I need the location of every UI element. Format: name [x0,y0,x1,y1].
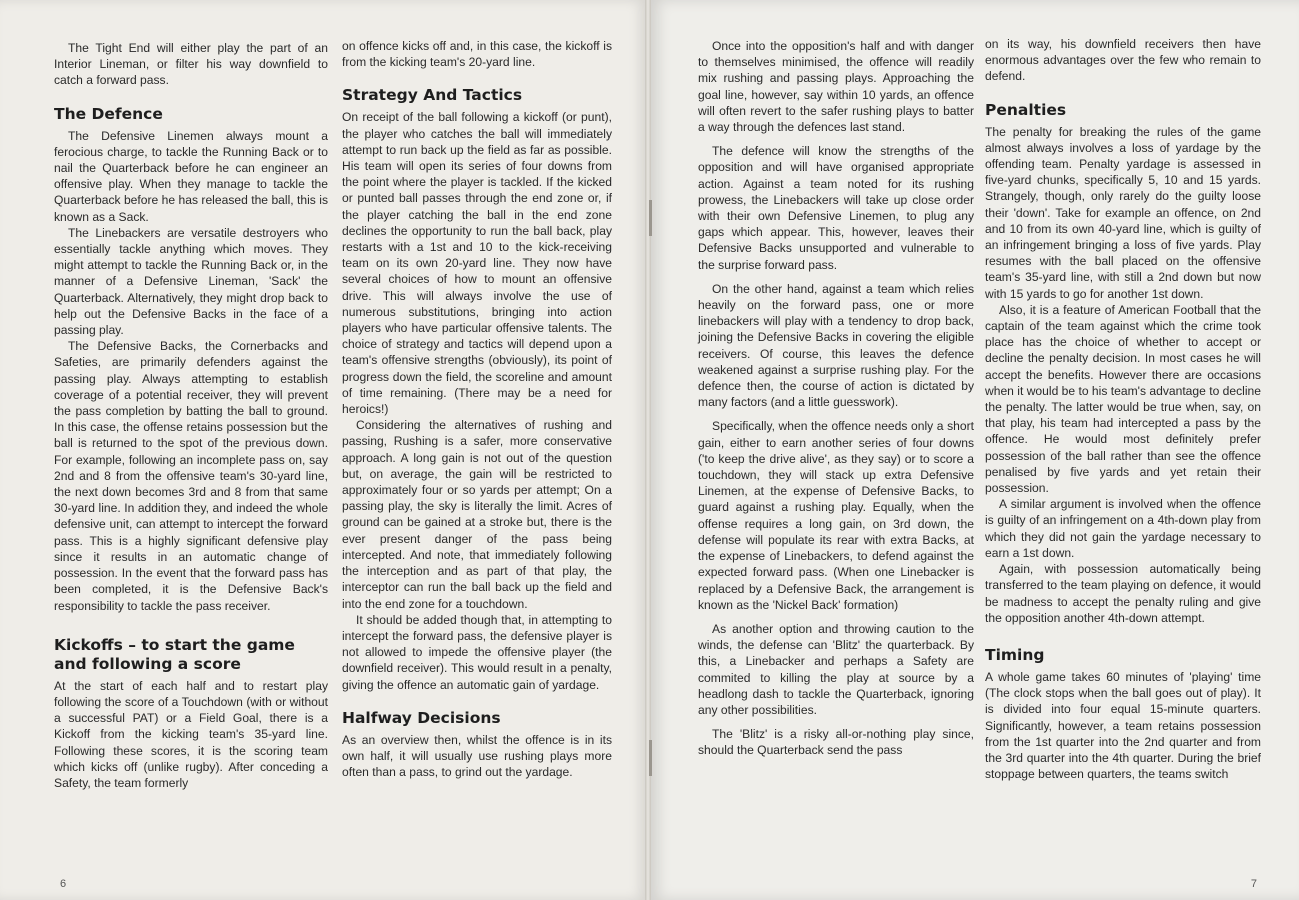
strategy-paragraph-2: Considering the alternatives of rushing and passing, Rushing is a safer, more conservative approach. A long gain is not out of the question but, on average, the gain will be restricted to approximately four or so yards per attempt; On a passing play, the sky is literally the limit. Acres of ground can be gained at a stroke but, there is the ever present danger of the pass being intercepted. And note, that immediately following the interception and as part of that play, the interceptor can run the ball back up the field and into the end zone for a touchdown. [342,418,612,611]
penalties-paragraph-2: Also, it is a feature of American Football that the captain of the team against which the crime took place has the choice of whether to accept or decline the penalty decision. In most cases he will accept the benefits. However there are occasions when it would be to his team's advantage to decline the penalty. The latter would be true when, say, on that play, his team had intercepted a pass by the offence. He would most definitely prefer possession of the ball rather than see the offence penalised by five yards and yet retain their possession. [985,302,1261,496]
strategy-paragraph-3: It should be added though that, in attempting to intercept the forward pass, the defensive player is not allowed to impede the offensive player (the downfield receiver). This would result in a penalty, giving the offence an automatic gain of yardage. [342,612,612,692]
penalties-paragraph-4: Again, with possession automatically being transferred to the team playing on defence, it would be madness to accept the penalty ruling and give the opposition another 4th-down attempt. [985,562,1261,625]
defence-knowledge-paragraph: The defence will know the strengths of the opposition and will have organised appropriate action. Against a team noted for its rushing prowess, the Linebackers will take up close order with their own Defensive Linemen, to plug any gaps which appear. This, however, leaves their Defensive Backs unsupported and vulnerable to the surprise forward pass. [698,144,974,272]
blitz-continuation: on its way, his downfield receivers then have enormous advantages over the few who remain to defend. [985,37,1261,84]
tight-end-paragraph: The Tight End will either play the part of an Interior Lineman, or filter his way downfield to catch a forward pass. [54,41,328,88]
left-page [0,0,648,900]
penalties-paragraph-3: A similar argument is involved when the offence is guilty of an infringement on a 4th-down play from which they did not gain the yardage necessary to earn a 1st down. [985,497,1261,560]
heading-penalties: Penalties [985,100,1067,119]
blitz-risk-paragraph: The 'Blitz' is a risky all-or-nothing play since, should the Quarterback send the pass [698,727,974,758]
heading-timing: Timing [985,645,1045,664]
page-number-left: 6 [60,878,67,890]
heading-halfway-decisions: Halfway Decisions [342,708,501,727]
timing-paragraph: A whole game takes 60 minutes of 'playing' time (The clock stops when the ball goes out of play). It is divided into four equal 15-minute quarters. Significantly, however, a team retains possession from the 1st quarter into the 2nd quarter and from the 3rd quarter into the 4th quarter. During the brief stoppage between quarters, the teams switch [985,669,1261,782]
staple-top [649,200,652,236]
heading-strategy-and-tactics: Strategy And Tactics [342,86,523,105]
right-column-1 [698,38,974,759]
short-gain-paragraph: Specifically, when the offence needs only a short gain, either to earn another series of four downs ('to keep the drive alive', as they say) or to score a touchdown, they will stack up extra Defensive Linemen, at the expense of Defensive Backs, to guard against a rushing play. Equally, when the offense requires a long gain, on 3rd down, the defense will populate its rear with extra Backs, at the expense of Linebackers, to defend against the expected forward pass. (When one Linebacker is replaced by a Defensive Back, the arrangement is known as the 'Nickel Back' formation) [698,419,974,612]
penalties-paragraph-1: The penalty for breaking the rules of the game almost always involves a loss of yardage by the offending team. Penalty yardage is assessed in five-yard chunks, specifically 5, 10 and 15 yards. Strangely, though, only rarely do the guilty loose their 'down'. Take for example an offence, on 2nd and 10 from its own 40-yard line, which is guilty of an infringement bringing a loss of five yards. Play resumes with the ball placed on the offensive team's 35-yard line, with still a 2nd down but now with 15 yards to go for another 1st down. [985,124,1261,301]
staple-bottom [649,740,652,776]
linebackers-paragraph: The Linebackers are versatile destroyers who essentially tackle anything which moves. They might attempt to tackle the Running Back or, in the manner of a Defensive Lineman, 'Sack' the Quarterback. Alternatively, they might drop back to help out the Defensive Backs in the face of a passing play. [54,225,328,338]
forward-pass-team-paragraph: On the other hand, against a team which relies heavily on the forward pass, one or more linebackers will play with a tendency to drop back, joining the Defensive Backs in covering the eligible receivers. Of course, this leaves the defence weakened against a surprise rushing play. For the defence then, the course of action is dictated by many factors (and a little guesswork). [698,281,974,410]
blitz-option-paragraph: As another option and throwing caution to the winds, the defense can 'Blitz' the quarterback. By this, a Linebacker and perhaps a Safety are commited to killing the play at source by a headlong dash to tackle the Quarterback, ignoring any other possibilities. [698,621,974,717]
page-number-right: 7 [1250,878,1257,890]
halfway-paragraph: As an overview then, whilst the offence is in its own half, it will usually use rushing plays more often than a pass, to grind out the yardage. [342,732,612,780]
heading-the-defence: The Defence [54,104,163,123]
right-column-2 [985,36,1261,782]
defensive-backs-paragraph: The Defensive Backs, the Cornerbacks and Safeties, are primarily defenders against the passing play. Always attempting to establish coverage of a potential receiver, they will prevent the pass completion by batting the ball to ground. In this case, the offense retains possession but the ball is returned to the spot of the previous down. For example, following an incomplete pass on, say 2nd and 8 from the offensive team's 30-yard line, the next down becomes 3rd and 8 from that same 30-yard line. In addition they, and indeed the whole defensive unit, can attempt to intercept the forward pass. This is a highly significant defensive play since it results in an automatic change of possession. In the event that the forward pass has been completed, it is the Defensive Back's responsibility to tackle the pass receiver. [54,339,328,613]
strategy-paragraph-1: On receipt of the ball following a kickoff (or punt), the player who catches the ball will immediately attempt to run back up the field as far as possible. His team will open its series of four downs from the point where the player is tackled. If the kicked or punted ball passes through the end zone or, if the player catching the ball in the end zone declines the opportunity to run the ball back, play restarts with a 1st and 10 to the kick-receiving team on its own 20-yard line. They now have several choices of how to mount an offensive drive. This will always involve the use of numerous substitutions, bringing into action players who have particular offensive talents. The choice of strategy and tactics will depend upon a team's offensive strengths (obviously), its point of progress down the field, the scoreline and amount of time remaining. (There may be a need for heroics!) [342,110,612,417]
left-column-2 [342,38,612,780]
right-page [648,0,1299,900]
kickoff-continuation: on offence kicks off and, in this case, the kickoff is from the kicking team's 20-yard line. [342,39,612,70]
defensive-linemen-paragraph: The Defensive Linemen always mount a ferocious charge, to tackle the Running Back or to nail the Quarterback before he can engineer an offensive play. When they manage to tackle the Quarterback before he has released the ball, this is known as a Sack. [54,128,328,224]
kickoffs-paragraph: At the start of each half and to restart play following the score of a Touchdown (with or without a successful PAT) or a Field Goal, there is a Kickoff from the kicking team's 35-yard line. Following these scores, it is the scoring team which kicks off (unlike rugby). After conceding a Safety, the team formerly [54,678,328,790]
heading-kickoffs: Kickoffs – to start the game and following a score [54,635,295,673]
opposition-half-paragraph: Once into the opposition's half and with danger to themselves minimised, the offence will readily mix rushing and passing plays. Approaching the goal line, however, say within 10 yards, an offence will often revert to the safer rushing plays to batter a way through the defences last stand. [698,39,974,135]
left-column-1 [54,40,328,791]
